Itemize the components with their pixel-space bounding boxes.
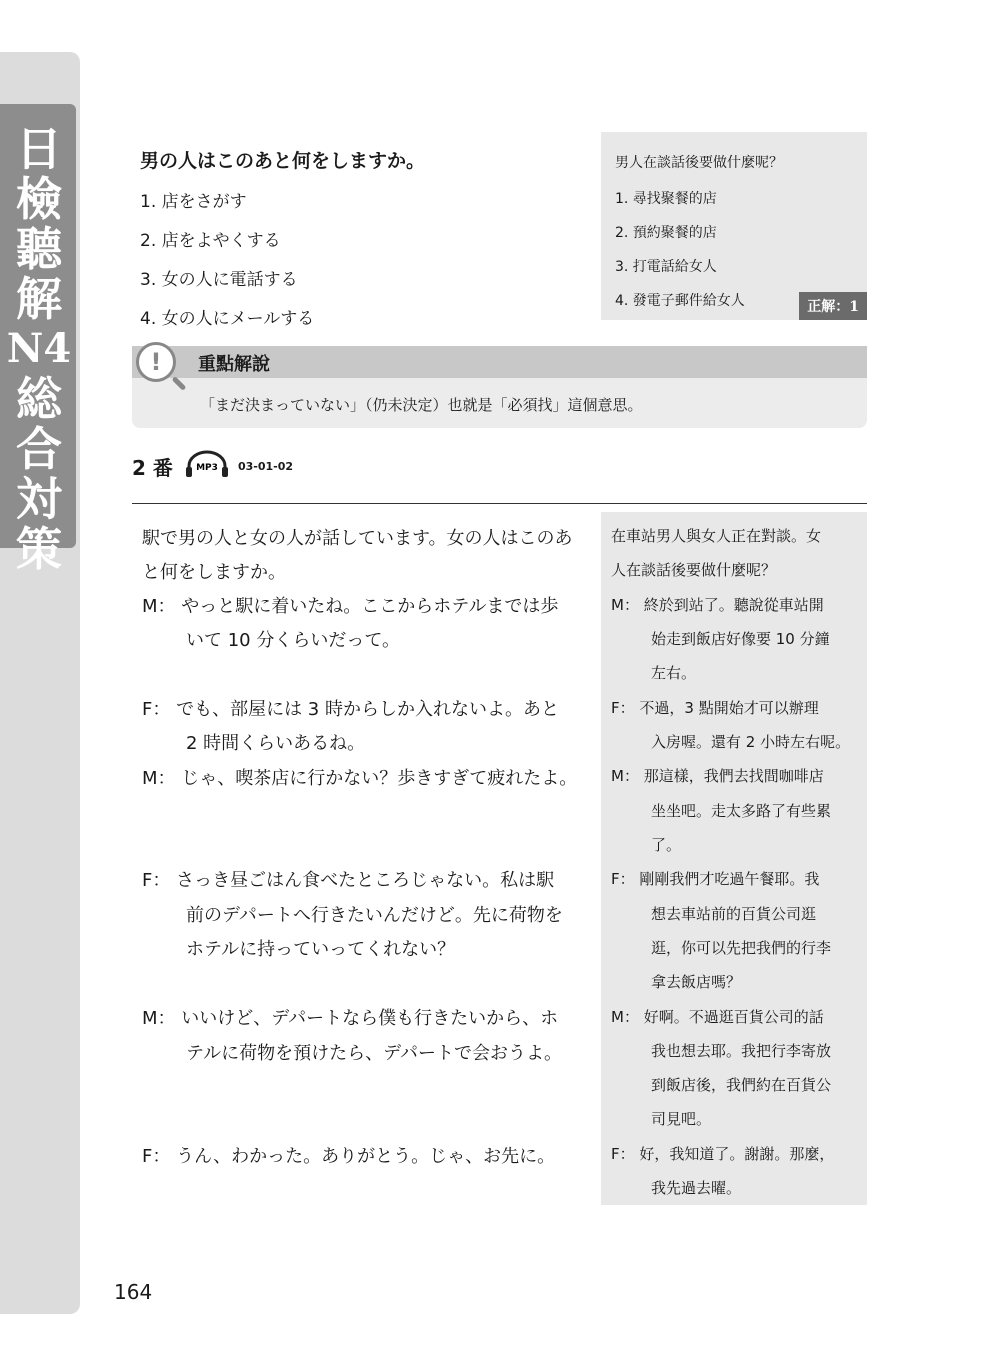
translation-option: 3. 打電話給女人 — [615, 259, 717, 275]
key-point-box — [132, 346, 867, 428]
translation-line: 到飯店後，我們約在百貨公 — [651, 1076, 832, 1094]
side-tab-char: 対 — [16, 472, 62, 526]
divider — [132, 503, 867, 504]
key-point-title: 重點解說 — [198, 354, 270, 375]
question-option: 2. 店をよやくする — [140, 231, 281, 251]
translation-line: F： 剛剛我們才吃過午餐耶。我 — [611, 870, 820, 888]
side-tab-char: 日 — [16, 122, 62, 176]
translation-line: 坐坐吧。走太多路了有些累 — [651, 802, 832, 820]
translation-line: 我也想去耶。我把行李寄放 — [651, 1042, 832, 1060]
translation-line: 司見吧。 — [651, 1110, 712, 1128]
dialogue-line: いて 10 分くらいだって。 — [186, 630, 400, 651]
question-option: 4. 女の人にメールする — [140, 309, 315, 329]
side-tab-char: 合 — [16, 422, 62, 476]
translation-line: M： 終於到站了。聽說從車站開 — [611, 596, 824, 614]
question-title: 男の人はこのあと何をしますか。 — [140, 150, 426, 172]
section-title: 2 番 — [132, 456, 173, 480]
translation-box — [601, 132, 867, 320]
dialogue-line: M： いいけど、デパートなら僕も行きたいから、ホ — [142, 1008, 559, 1029]
dialogue-line: F： さっき昼ごはん食べたところじゃない。私は駅 — [142, 870, 555, 891]
magnifier-icon: ! — [136, 342, 176, 382]
translation-option: 2. 預約聚餐的店 — [615, 225, 717, 241]
side-tab-char: 策 — [16, 522, 62, 576]
dialogue-line: 前のデパートへ行きたいんだけど。先に荷物を — [186, 905, 563, 926]
dialogue-line: M： やっと駅に着いたね。ここからホテルまでは歩 — [142, 596, 559, 617]
headphones-icon — [185, 450, 229, 478]
translation-line: 入房喔。還有 2 小時左右呢。 — [651, 733, 851, 751]
track-code: 03-01-02 — [238, 460, 294, 473]
side-tab-char: 総 — [16, 372, 62, 426]
side-tab-char: 檢 — [16, 172, 62, 226]
dialogue-line: と何をしますか。 — [142, 562, 286, 583]
translation-line: M： 好啊。不過逛百貨公司的話 — [611, 1008, 824, 1026]
translation-option: 4. 發電子郵件給女人 — [615, 293, 745, 309]
translation-line: 了。 — [651, 836, 682, 854]
key-point-text: 「まだ決まっていない」（仍未決定）也就是「必須找」這個意思。 — [200, 396, 643, 414]
translation-line: 我先過去曜。 — [651, 1179, 742, 1197]
side-tab-char: N4 — [6, 325, 72, 372]
translation-line: F： 不過，3 點開始才可以辦理 — [611, 699, 819, 717]
side-tab-char: 聽 — [16, 222, 62, 276]
dialogue-line: M： じゃ、喫茶店に行かない？歩きすぎて疲れたよ。 — [142, 768, 578, 789]
translation-line: 想去車站前的百貨公司逛 — [651, 905, 817, 923]
side-tab-title — [4, 124, 74, 574]
translation-line: 左右。 — [651, 664, 697, 682]
translation-line: 逛，你可以先把我們的行李 — [651, 939, 832, 957]
translation-line: M： 那這樣，我們去找間咖啡店 — [611, 767, 824, 785]
dialogue-line: テルに荷物を預けたら、デパートで会おうよ。 — [186, 1043, 563, 1064]
dialogue-line: 2 時間くらいあるね。 — [186, 733, 366, 754]
dialogue-translation-column — [601, 512, 867, 1205]
translation-line: 始走到飯店好像要 10 分鐘 — [651, 630, 830, 648]
translation-line: 人在談話後要做什麼呢？ — [611, 561, 777, 579]
translation-line: 拿去飯店嗎？ — [651, 973, 742, 991]
dialogue-line: F： うん、わかった。ありがとう。じゃ、お先に。 — [142, 1146, 556, 1167]
question-block — [140, 140, 580, 343]
side-tab-char: 解 — [16, 272, 62, 326]
mp3-label: MP3 — [196, 463, 218, 473]
page-number: 164 — [114, 1280, 153, 1304]
dialogue-line: ホテルに持っていってくれない？ — [186, 939, 456, 960]
translation-title: 男人在談話後要做什麼呢？ — [615, 155, 783, 171]
answer-badge: 正解：1 — [799, 292, 867, 320]
dialogue-line: 駅で男の人と女の人が話しています。女の人はこのあ — [142, 528, 573, 549]
translation-line: F： 好，我知道了。謝謝。那麼， — [611, 1145, 835, 1163]
question-option: 3. 女の人に電話する — [140, 270, 298, 290]
question-option: 1. 店をさがす — [140, 192, 247, 212]
translation-line: 在車站男人與女人正在對談。女 — [611, 527, 822, 545]
dialogue-line: F： でも、部屋には 3 時からしか入れないよ。あと — [142, 699, 559, 720]
translation-option: 1. 尋找聚餐的店 — [615, 191, 717, 207]
